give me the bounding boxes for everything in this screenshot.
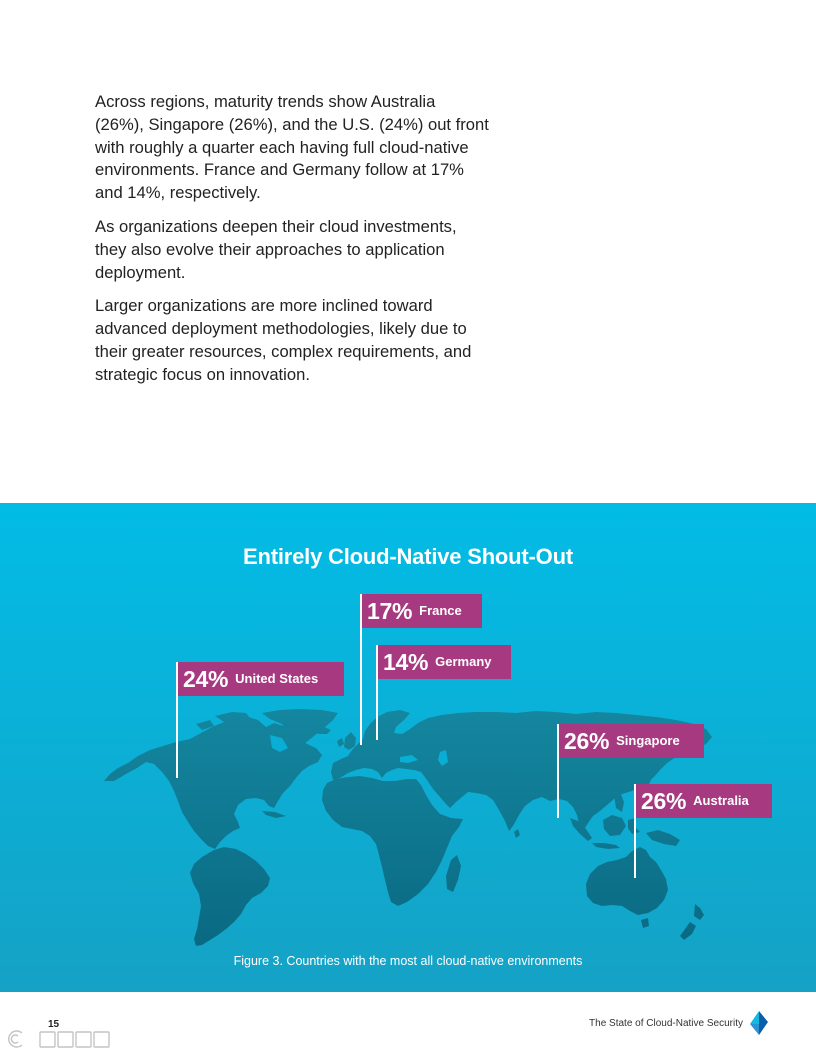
new-zealand-north-shape [694,904,704,920]
ireland-shape [337,738,344,747]
callout-percentage: 17% [367,598,413,624]
brand-logo-icon [750,1011,769,1035]
infographic-band [0,503,816,992]
callout-country: Singapore [616,733,680,748]
callout-country: United States [235,671,319,686]
new-zealand-south-shape [680,922,696,940]
tasmania-shape [641,918,649,928]
madagascar-shape [446,855,461,892]
borneo-shape [603,815,626,836]
callout-flag [176,662,344,696]
callout-pole [360,594,362,745]
south-america-shape [190,847,270,946]
callout-pole [557,724,559,818]
callout-flag [376,645,511,679]
callout-flag [360,594,482,628]
callout-pole [176,662,178,778]
footer-report-title: The State of Cloud-Native Security [589,1018,743,1029]
cuba-shape [262,811,286,818]
callout-country: Germany [435,654,492,669]
sri-lanka-shape [514,829,520,838]
infographic-title: Entirely Cloud-Native Shout-Out [243,544,573,569]
callout-percentage: 24% [183,666,229,692]
callout-pole [634,784,636,878]
new-guinea-shape [646,830,680,846]
body-text [95,91,515,398]
callout-percentage: 26% [641,788,687,814]
page-number: 15 [48,1019,60,1030]
callout-country: France [419,603,462,618]
philippines-shape [614,792,624,812]
figure-caption: Figure 3. Countries with the most all cloud-native environments [233,954,583,968]
callout-pole [376,645,378,740]
callout-percentage: 26% [564,728,610,754]
paragraph-larger-organizations: Larger organizations are more inclined toward advanced deployment methodologies, likely due to their greater resources, complex requirements, and strategic focus on innovation. [95,296,472,384]
callout-country: Australia [693,793,749,808]
paragraph-regional-maturity: Across regions, maturity trends show Australia (26%), Singapore (26%), and the U.S. (24%) out front with roughly a quarter each having full cloud-native environments. France and Germany follow at 17% and 14%, respectively. [95,92,489,203]
great-britain-shape [344,732,356,750]
java-shape [592,843,620,849]
australia-shape [586,847,668,915]
callout-flag [634,784,772,818]
north-america-shape [104,717,322,849]
callout-flag [557,724,704,758]
callout-percentage: 14% [383,649,429,675]
paragraph-cloud-investments: As organizations deepen their cloud investments, they also evolve their approaches to application deployment. [95,216,457,282]
